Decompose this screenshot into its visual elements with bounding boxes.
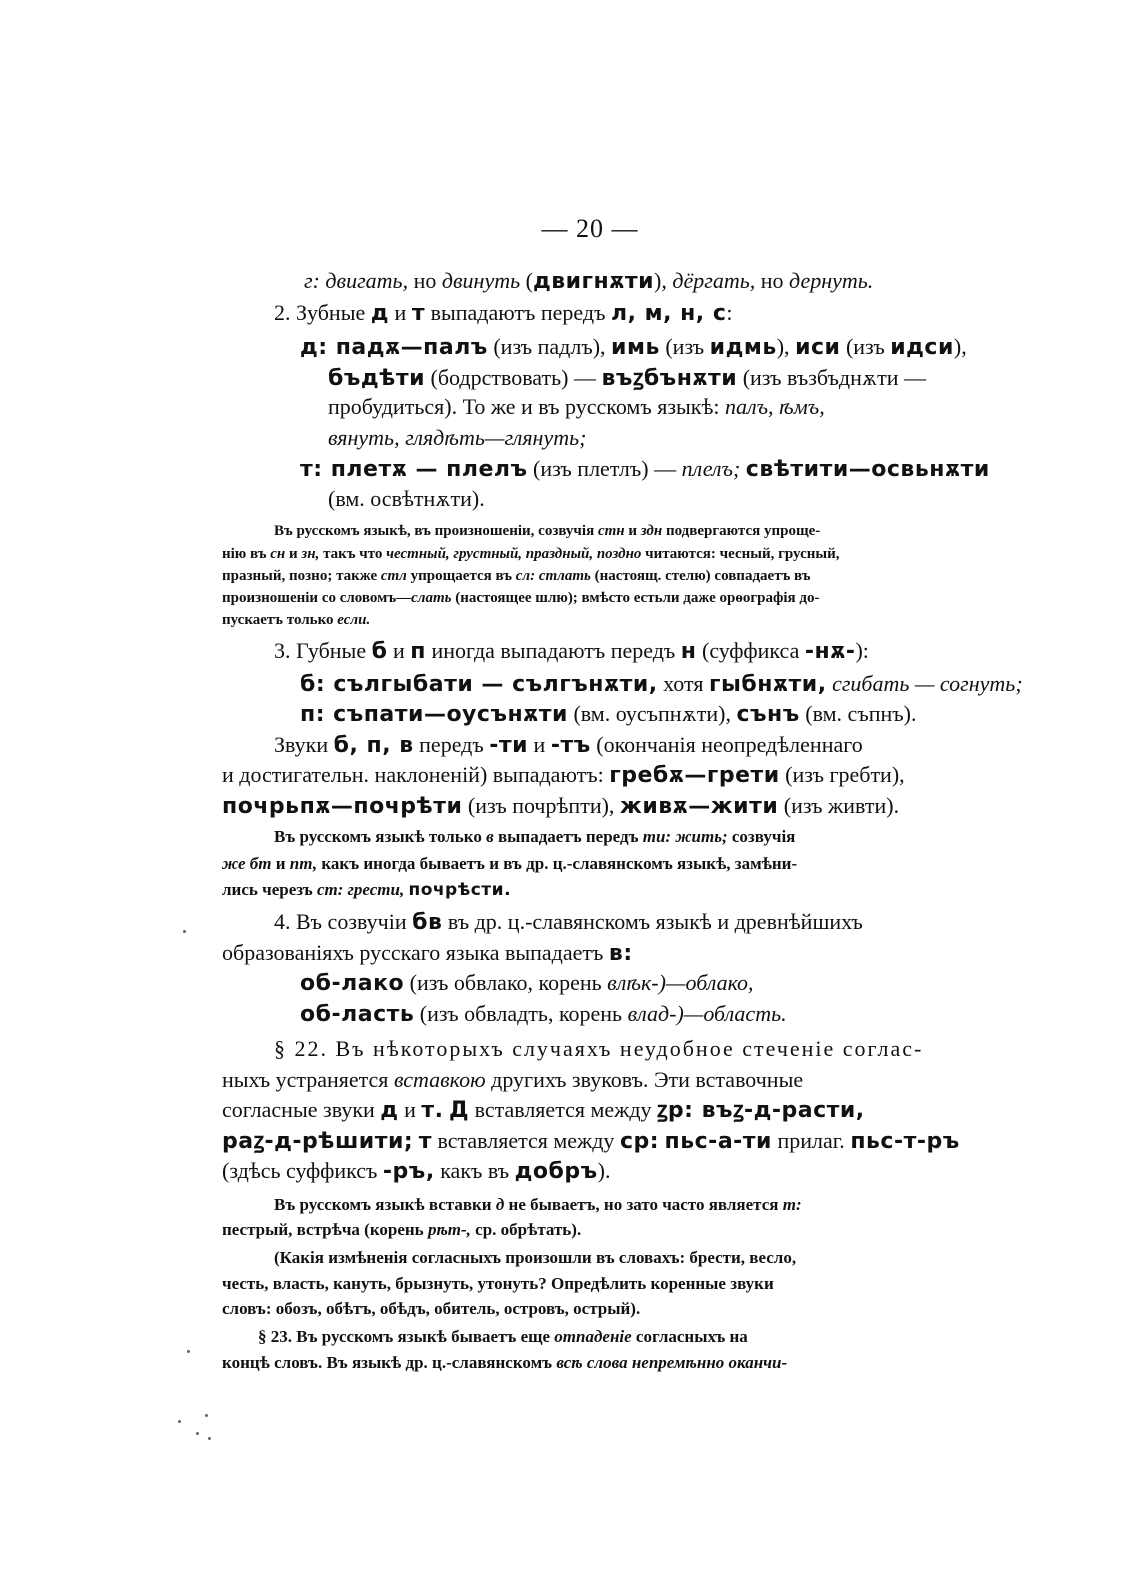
text-line [300,972,754,995]
text-segment: (изъ гребти), [779,762,905,787]
text-segment: (настоящее шлю); вмѣсто естьли даже орѳографія до- [451,590,820,606]
text-segment: въ др. ц.-славянскомъ языкѣ и древнѣйшихъ [442,909,863,934]
text-segment: здн [640,523,663,539]
text-segment: сгибать — согнуть; [832,671,1023,696]
page-number: — 20 — [541,214,639,243]
text-segment: въꙁбънѫти [601,366,738,391]
text-segment: нію въ [222,546,271,562]
text-segment: раꙁ-д-рѣшити; [222,1129,414,1154]
text-segment: т: плетѫ — плелъ [300,457,528,482]
text-segment: (бодрствовать) — [425,365,602,390]
text-line [222,881,511,899]
text-line [222,855,797,872]
text-line [222,1275,774,1292]
text-segment: если. [337,612,371,628]
text-segment: какъ въ [434,1158,515,1183]
text-segment: -тъ [550,733,591,758]
text-segment: (изъ плетлъ) — [527,456,682,481]
text-segment: в [486,827,494,846]
scan-speck [178,1420,181,1423]
text-segment: д [380,1098,399,1123]
text-segment: двигнѫти [532,269,655,294]
text-segment: ныхъ устраняется [222,1067,394,1092]
text-segment: свѣтити—освьнѫти [745,457,990,482]
text-segment: ( [520,268,533,293]
text-segment: но [755,268,790,293]
text-segment: (изъ [840,334,891,359]
text-segment: прилаг. [771,1128,851,1153]
text-line [274,524,820,539]
text-line [274,302,732,325]
text-line [328,367,926,390]
text-segment: т [418,1129,432,1154]
text-segment: Въ русскомъ языкѣ, въ произношеніи, созвучія [274,523,598,539]
text-line [222,1160,610,1183]
text-segment: п: съпати—оусънѫти [300,702,568,727]
text-segment: образованіяхъ русскаго языка выпадаетъ [222,940,609,965]
text-segment: (изъ възбъднѫти — [737,365,926,390]
text-segment: концѣ словъ. Въ языкѣ др. ц.-славянскомъ [222,1353,557,1372]
text-segment: пускаетъ только [222,612,338,628]
text-segment: т [411,301,426,326]
text-line [222,1130,960,1153]
text-segment: б [371,639,388,664]
text-segment: б, п, в [333,733,414,758]
text-segment: л, м, н, с [610,301,727,326]
text-line [274,734,863,757]
text-segment: ), [953,334,967,359]
text-segment: такъ что [319,546,387,562]
text-segment: -ти [489,733,529,758]
text-line [274,1038,923,1060]
text-line [300,673,1023,696]
text-segment: ), [776,334,796,359]
text-segment: влад-)—область. [627,1001,787,1026]
text-segment: двинуть [441,268,521,293]
text-segment: произношеніи со словомъ— [222,590,412,606]
text-segment: ꙁр: въꙁ-д-расти, [657,1098,865,1123]
text-segment: палъ, ѣмъ, [725,394,825,419]
text-segment: согласные звуки [222,1097,381,1122]
text-segment: передъ [413,732,490,757]
text-segment: (настоящ. стелю) совпадаетъ въ [590,568,811,584]
text-segment: добръ [514,1159,598,1184]
text-segment: 2. Зубные [274,300,371,325]
text-segment: вянуть, глядѣть—глянуть; [328,425,587,450]
scan-speck [205,1414,208,1417]
text-segment: зн, [301,546,320,562]
text-segment: ти: жить; [642,827,728,846]
text-segment: гыбнѫти, [708,672,827,697]
text-segment: почрьпѫ—почрѣти [222,794,463,819]
text-segment: честный, грустный, праздный, поздно [386,546,642,562]
text-line [300,336,967,359]
text-segment: гребѫ—грети [609,763,780,788]
text-line [222,795,899,818]
text-segment: и [389,300,412,325]
text-segment: п [410,639,426,664]
text-segment: пт, [289,854,318,873]
text-line [222,591,819,606]
text-segment: сл: [515,568,536,584]
text-line [258,1328,748,1345]
text-segment: живѫ—жити [619,794,779,819]
text-segment: (вм. съпнъ). [799,701,917,726]
text-line [222,547,840,562]
text-segment: (изъ падлъ), [487,334,612,359]
text-segment: д [370,301,390,326]
text-segment: ), [654,268,673,293]
text-segment: другихъ звуковъ. Эти вставочные [485,1067,804,1092]
text-segment: (изъ [659,334,710,359]
text-segment: идмь [709,335,777,360]
scan-speck [208,1437,211,1440]
text-segment: вставкою [393,1067,486,1092]
text-segment: но [408,268,442,293]
text-segment: (Какія измѣненія согласныхъ произошли въ словахъ: брести, весло, [274,1248,797,1267]
text-segment: в: [608,941,633,966]
text-segment: рѣт-, [427,1220,471,1239]
text-segment: (изъ обвладть, корень [414,1001,628,1026]
text-segment: вставляется между [469,1097,658,1122]
text-segment: упрощается въ [406,568,516,584]
text-line [274,1249,796,1266]
text-segment: г: двигать, [304,268,409,293]
text-line [300,703,916,726]
text-segment: дёргать, [672,268,756,293]
text-segment: : [726,300,733,325]
text-segment: ст: грести, [316,880,405,899]
text-line [300,458,990,481]
text-line [274,911,863,934]
text-segment: пестрый, встрѣча (корень [222,1220,428,1239]
text-segment: плелъ; [681,456,741,481]
text-segment: (изъ живти). [778,793,900,818]
text-segment: и [528,732,551,757]
text-segment: словъ: обозъ, обѣтъ, обѣдъ, обитель, островъ, острый). [222,1299,641,1318]
text-segment: д [495,1195,505,1214]
text-segment: влѣк-)—облако, [607,970,754,995]
text-line [222,942,633,965]
text-segment: (здѣсь суффиксъ [222,1158,383,1183]
text-segment: бв [412,910,443,935]
text-line [222,569,811,584]
text-line [222,1099,865,1122]
text-segment: Въ русскомъ языкѣ только [274,827,487,846]
text-line [328,396,825,418]
text-segment: и [398,1097,422,1122]
text-segment: стлать [538,568,591,584]
text-segment: почрѣсти. [408,880,512,900]
text-segment: созвучія [727,827,796,846]
text-segment: § 22. Въ нѣкоторыхъ случаяхъ неудобное стеченіе соглас- [274,1036,924,1061]
text-segment: (вм. оусъпнѫти), [567,701,737,726]
text-segment: пьс-т-ръ [850,1129,960,1154]
text-segment: сънъ [736,702,800,727]
scan-speck [183,930,186,933]
text-segment: (вм. освѣтнѫти). [328,486,485,511]
text-segment: слать [411,590,452,606]
text-line [274,828,795,845]
text-segment: -нѫ- [804,639,856,664]
text-segment: читаются: чесный, грусный, [641,546,840,562]
text-segment: т. [421,1098,444,1123]
text-segment: 4. Въ созвучіи [274,909,413,934]
text-segment: стн [597,523,625,539]
text-segment: д: падѫ—палъ [300,335,488,360]
text-segment: сн [270,546,286,562]
text-segment: отпаденіе [554,1327,632,1346]
text-segment: 3. Губные [274,638,372,663]
text-segment: пьс-а-ти [664,1129,772,1154]
text-segment: бъдѣти [328,366,426,391]
text-segment: (суффикса [696,638,805,663]
text-line [222,1300,640,1317]
text-segment: ср. обрѣтать). [470,1220,582,1239]
text-segment: Въ русскомъ языкѣ вставки [274,1195,496,1214]
text-segment: и [387,638,411,663]
text-segment: (изъ почрѣпти), [462,793,620,818]
text-line [328,488,485,510]
text-line [222,613,370,628]
text-segment: подвергаются упроще- [662,523,821,539]
text-segment: всѣ слова непремѣнно оканчи- [556,1353,788,1372]
scan-speck [187,1350,190,1353]
text-line [222,764,905,787]
text-segment: согласныхъ на [631,1327,748,1346]
text-segment: хотя [657,671,709,696]
text-segment: и [285,546,302,562]
text-segment: честь, власть, кануть, брызнуть, утонуть? Опредѣлить коренные звуки [222,1274,774,1293]
text-segment: имь [611,335,660,360]
text-segment: т: [782,1195,802,1214]
text-segment: иногда выпадаютъ передъ [425,638,681,663]
text-segment: же бт [222,854,272,873]
text-segment: какъ иногда бываетъ и въ др. ц.-славянскомъ языкѣ, замѣни- [317,854,798,873]
text-segment: Звуки [274,732,334,757]
text-segment: (окончанія неопредѣленнаго [590,732,863,757]
text-segment: об-ласть [300,1002,415,1027]
text-segment: вставляется между [431,1128,620,1153]
text-line [274,1196,802,1213]
scan-speck [196,1432,199,1435]
text-segment: выпадаетъ передъ [493,827,643,846]
text-segment: выпадаютъ передъ [425,300,611,325]
text-segment: -ръ, [382,1159,435,1184]
text-segment: ). [597,1158,611,1183]
text-line [274,640,869,663]
text-segment: Д [448,1098,470,1123]
text-line [328,427,586,449]
text-segment: и достигательн. наклоненій) выпадаютъ: [222,762,610,787]
text-line [222,1221,581,1238]
text-segment: (изъ обвлако, корень [404,970,608,995]
text-segment: и [624,523,641,539]
text-segment: пробудиться). То же и въ русскомъ языкѣ: [328,394,726,419]
text-segment: ): [855,638,869,663]
text-segment: § 23. Въ русскомъ языкѣ бываетъ еще [258,1327,555,1346]
text-segment: н [680,639,697,664]
text-segment: дернуть. [789,268,874,293]
text-segment: и [271,854,290,873]
text-line [300,1003,787,1026]
text-line [304,270,873,293]
text-segment: празный, позно; также [222,568,381,584]
text-segment: идси [890,335,954,360]
text-line [222,1069,803,1091]
text-segment: не бываетъ, но зато часто является [504,1195,783,1214]
text-segment: иси [795,335,841,360]
text-line [222,1354,787,1371]
text-segment: б: сългыбати — сългънѫти, [300,672,658,697]
text-segment: лись черезъ [222,880,317,899]
text-segment: ср: [619,1129,660,1154]
text-segment: об-лако [300,971,405,996]
text-segment: стл [380,568,407,584]
